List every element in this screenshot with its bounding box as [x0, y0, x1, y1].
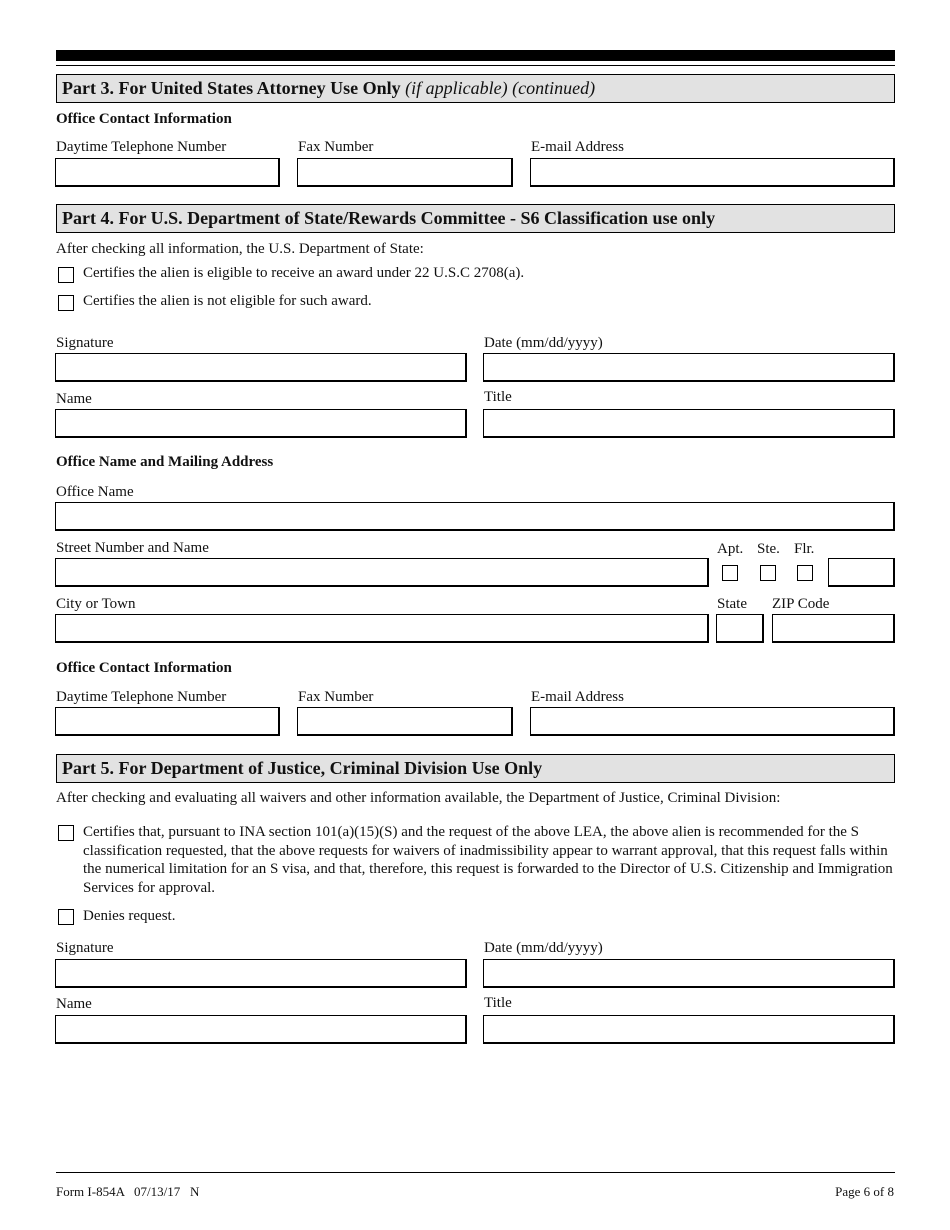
- part5-title: Part 5. For Department of Justice, Criminal Division Use Only: [62, 758, 543, 778]
- part4-zip-label: ZIP Code: [772, 596, 830, 612]
- part4-fax-label: Fax Number: [298, 689, 374, 705]
- part5-date-label: Date (mm/dd/yyyy): [484, 940, 603, 956]
- part4-unit-number-input[interactable]: [828, 558, 895, 587]
- part3-contact-heading: Office Contact Information: [56, 111, 232, 127]
- part4-state-label: State: [717, 596, 747, 612]
- part4-city-label: City or Town: [56, 596, 136, 612]
- footer-page-number: Page 6 of 8: [835, 1184, 894, 1199]
- part5-header: [56, 754, 895, 783]
- part5-certifies-label: Certifies that, pursuant to INA section 101(a)(15)(S) and the request of the above LEA, the above alien is recommended for the S classification requested, that the above requests for waivers of inadmissibility appear to warrant approval, that this request falls within the numerical limitation for an S visa, and that, therefore, this request is forwarded to the Director of U.S. Citizenship and Immigration Services for approval.: [83, 824, 893, 896]
- part4-apt-label: Apt.: [717, 541, 744, 557]
- part4-title: Part 4. For U.S. Department of State/Rewards Committee - S6 Classification use only: [62, 208, 716, 228]
- part4-flr-checkbox[interactable]: [797, 565, 813, 581]
- part4-signature-input[interactable]: [55, 353, 467, 382]
- part4-intro: After checking all information, the U.S. Department of State:: [56, 241, 424, 257]
- part3-email-input[interactable]: [530, 158, 895, 187]
- top-rule-thin: [56, 65, 895, 66]
- part4-date-input[interactable]: [483, 353, 895, 382]
- part5-intro: After checking and evaluating all waivers and other information available, the Department of Justice, Criminal Division:: [56, 790, 781, 806]
- part4-title-label: Title: [484, 389, 512, 405]
- part3-title-italic: (if applicable) (continued): [405, 78, 596, 98]
- part4-street-label: Street Number and Name: [56, 540, 209, 556]
- part4-street-input[interactable]: [55, 558, 709, 587]
- part4-phone-label: Daytime Telephone Number: [56, 689, 227, 705]
- part4-date-label: Date (mm/dd/yyyy): [484, 335, 603, 351]
- part4-email-input[interactable]: [530, 707, 895, 736]
- part4-ste-label: Ste.: [757, 541, 780, 557]
- part3-fax-input[interactable]: [297, 158, 513, 187]
- part5-name-label: Name: [56, 996, 92, 1012]
- part4-address-heading: Office Name and Mailing Address: [56, 454, 274, 470]
- part4-not-eligible-label: Certifies the alien is not eligible for such award.: [83, 293, 372, 309]
- part4-name-input[interactable]: [55, 409, 467, 438]
- part4-fax-input[interactable]: [297, 707, 513, 736]
- part5-signature-input[interactable]: [55, 959, 467, 988]
- part3-phone-input[interactable]: [55, 158, 280, 187]
- part5-title-label: Title: [484, 995, 512, 1011]
- part4-office-name-label: Office Name: [56, 484, 134, 500]
- part4-flr-label: Flr.: [794, 541, 815, 557]
- part3-phone-label: Daytime Telephone Number: [56, 139, 227, 155]
- part3-fax-label: Fax Number: [298, 139, 374, 155]
- part4-office-name-input[interactable]: [55, 502, 895, 531]
- part3-email-label: E-mail Address: [531, 139, 624, 155]
- part3-title: Part 3. For United States Attorney Use Only: [62, 78, 401, 98]
- part4-zip-input[interactable]: [772, 614, 895, 643]
- part4-title-input[interactable]: [483, 409, 895, 438]
- part5-signature-label: Signature: [56, 940, 114, 956]
- part4-ste-checkbox[interactable]: [760, 565, 776, 581]
- part4-contact-heading: Office Contact Information: [56, 660, 232, 676]
- footer-rule: [56, 1172, 895, 1173]
- part4-phone-input[interactable]: [55, 707, 280, 736]
- part4-signature-label: Signature: [56, 335, 114, 351]
- part4-name-label: Name: [56, 391, 92, 407]
- footer-form-id: Form I-854A 07/13/17 N: [56, 1184, 200, 1199]
- part4-not-eligible-checkbox[interactable]: [58, 295, 74, 311]
- part4-email-label: E-mail Address: [531, 689, 624, 705]
- part4-eligible-checkbox[interactable]: [58, 267, 74, 283]
- part3-header: [56, 74, 895, 103]
- part5-denies-checkbox[interactable]: [58, 909, 74, 925]
- part5-certifies-checkbox[interactable]: [58, 825, 74, 841]
- part4-header: [56, 204, 895, 233]
- part4-state-input[interactable]: [716, 614, 764, 643]
- part5-denies-label: Denies request.: [83, 908, 176, 924]
- top-rule-thick: [56, 50, 895, 61]
- part4-apt-checkbox[interactable]: [722, 565, 738, 581]
- part5-name-input[interactable]: [55, 1015, 467, 1044]
- part4-city-input[interactable]: [55, 614, 709, 643]
- part5-title-input[interactable]: [483, 1015, 895, 1044]
- part4-eligible-label: Certifies the alien is eligible to receive an award under 22 U.S.C 2708(a).: [83, 265, 525, 281]
- part5-date-input[interactable]: [483, 959, 895, 988]
